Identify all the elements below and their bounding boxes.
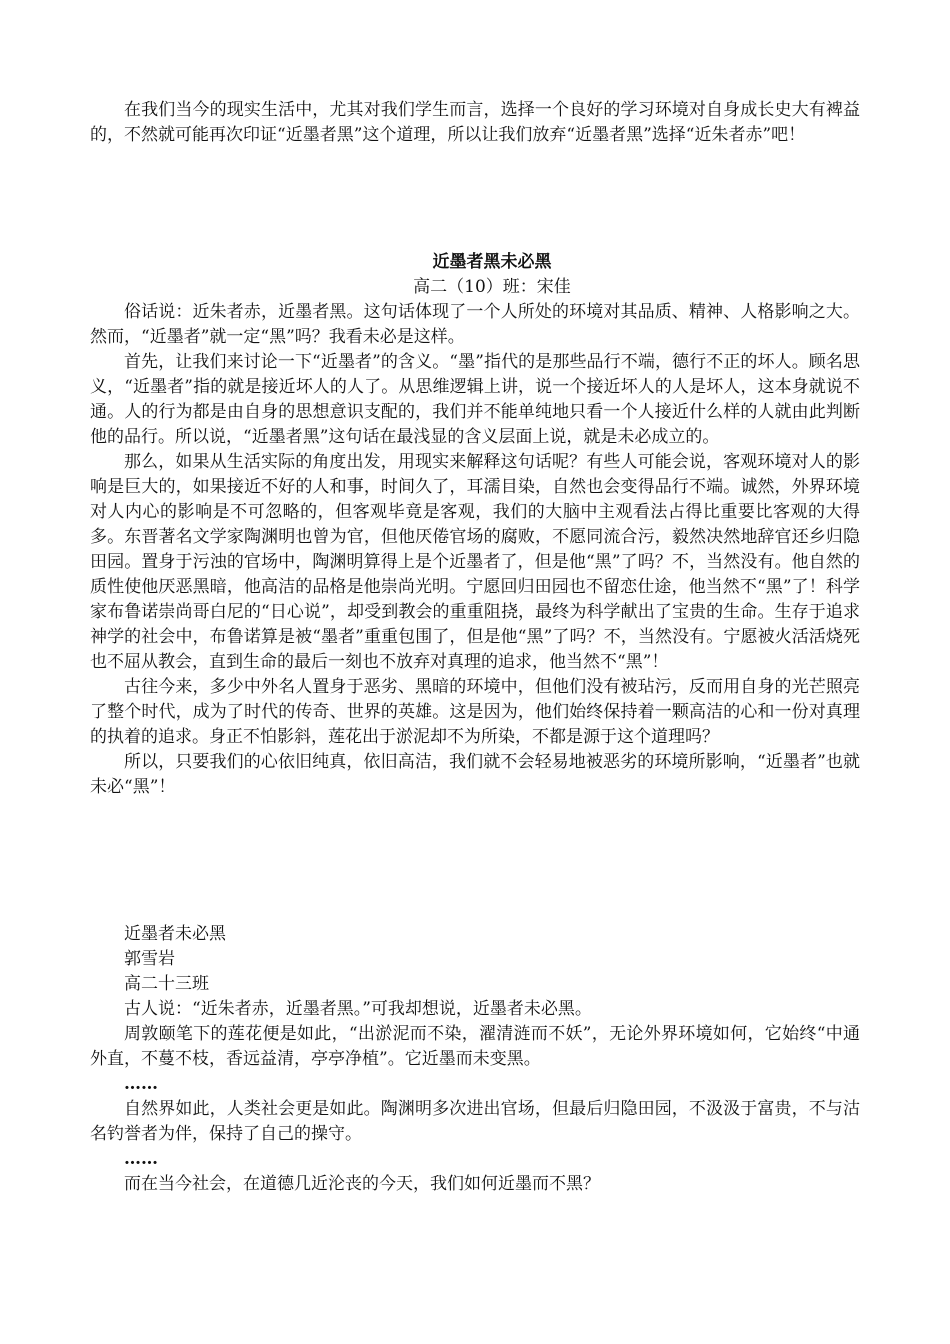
essay-2-class: 高二十三班 xyxy=(124,974,209,994)
essay-1-paragraph: 俗话说：近朱者赤，近墨者黑。这句话体现了一个人所处的环境对其品质、精神、人格影响之大。然而，“近墨者”就一定“黑”吗？我看未必是这样。 xyxy=(90,302,860,347)
essay-2 xyxy=(90,922,860,1197)
essay-2-author: 郭雪岩 xyxy=(124,949,175,969)
essay-1-byline: 高二（10）班：宋佳 xyxy=(413,277,571,297)
essay-1-paragraph: 那么，如果从生活实际的角度出发，用现实来解释这句话呢？有些人可能会说，客观环境对人的影响是巨大的，如果接近不好的人和事，时间久了，耳濡目染，自然也会变得品行不端。诚然，外界环境对人内心的影响是不可忽略的，但客观毕竟是客观，我们的大脑中主观看法占得比重要比客观的大得多。东晋著名文学家陶渊明也曾为官，但他厌倦官场的腐败，不愿同流合污，毅然决然地辞官还乡归隐田园。置身于污浊的官场中，陶渊明算得上是个近墨者了，但是他“黑”了吗？不，当然没有。他自然的质性使他厌恶黑暗，他高洁的品格是他崇尚光明。宁愿回归田园也不留恋仕途，他当然不“黑”了！科学家布鲁诺崇尚哥白尼的“日心说”，却受到教会的重重阻挠，最终为科学献出了宝贵的生命。生存于追求神学的社会中，布鲁诺算是被“墨者”重重包围了，但是他“黑”了吗？不，当然没有。宁愿被火活活烧死也不屈从教会，直到生命的最后一刻也不放弃对真理的追求，他当然不“黑”！ xyxy=(90,452,860,672)
essay-2-paragraph: 而在当今社会，在道德几近沦丧的今天，我们如何近墨而不黑？ xyxy=(124,1174,600,1194)
essay-1-paragraph: 所以，只要我们的心依旧纯真，依旧高洁，我们就不会轻易地被恶劣的环境所影响，“近墨者”也就未必“黑”！ xyxy=(90,752,860,797)
essay-2-paragraph: 古人说：“近朱者赤，近墨者黑。”可我却想说，近墨者未必黑。 xyxy=(124,999,592,1019)
essay-1-title: 近墨者黑未必黑 xyxy=(432,252,552,272)
essay-2-paragraph: 周敦颐笔下的莲花便是如此，“出淤泥而不染，濯清涟而不妖”，无论外界环境如何，它始终“中通外直，不蔓不枝，香远益清，亭亭净植”。它近墨而未变黑。 xyxy=(90,1024,860,1069)
intro-paragraph: 在我们当今的现实生活中，尤其对我们学生而言，选择一个良好的学习环境对自身成长史大有裨益的，不然就可能再次印证“近墨者黑”这个道理，所以让我们放弃“近墨者黑”选择“近朱者赤”吧！ xyxy=(90,100,860,145)
essay-2-title: 近墨者未必黑 xyxy=(124,924,226,944)
essay-2-ellipsis: …… xyxy=(124,1149,158,1169)
essay-2-ellipsis: …… xyxy=(124,1074,158,1094)
essay-2-paragraph: 自然界如此，人类社会更是如此。陶渊明多次进出官场，但最后归隐田园，不汲汲于富贵，不与沽名钓誉者为伴，保持了自己的操守。 xyxy=(90,1099,860,1144)
intro-section xyxy=(90,98,860,148)
essay-1-paragraph: 古往今来，多少中外名人置身于恶劣、黑暗的环境中，但他们没有被玷污，反而用自身的光芒照亮了整个时代，成为了时代的传奇、世界的英雄。这是因为，他们始终保持着一颗高洁的心和一份对真理的执着的追求。身正不怕影斜，莲花出于淤泥却不为所染，不都是源于这个道理吗？ xyxy=(90,677,860,747)
essay-1-paragraph: 首先，让我们来讨论一下“近墨者”的含义。“墨”指代的是那些品行不端，德行不正的坏人。顾名思义，“近墨者”指的就是接近坏人的人了。从思维逻辑上讲，说一个接近坏人的人是坏人，这本身就说不通。人的行为都是由自身的思想意识支配的，我们并不能单纯地只看一个人接近什么样的人就由此判断他的品行。所以说，“近墨者黑”这句话在最浅显的含义层面上说，就是未必成立的。 xyxy=(90,352,860,447)
essay-1 xyxy=(90,250,860,800)
